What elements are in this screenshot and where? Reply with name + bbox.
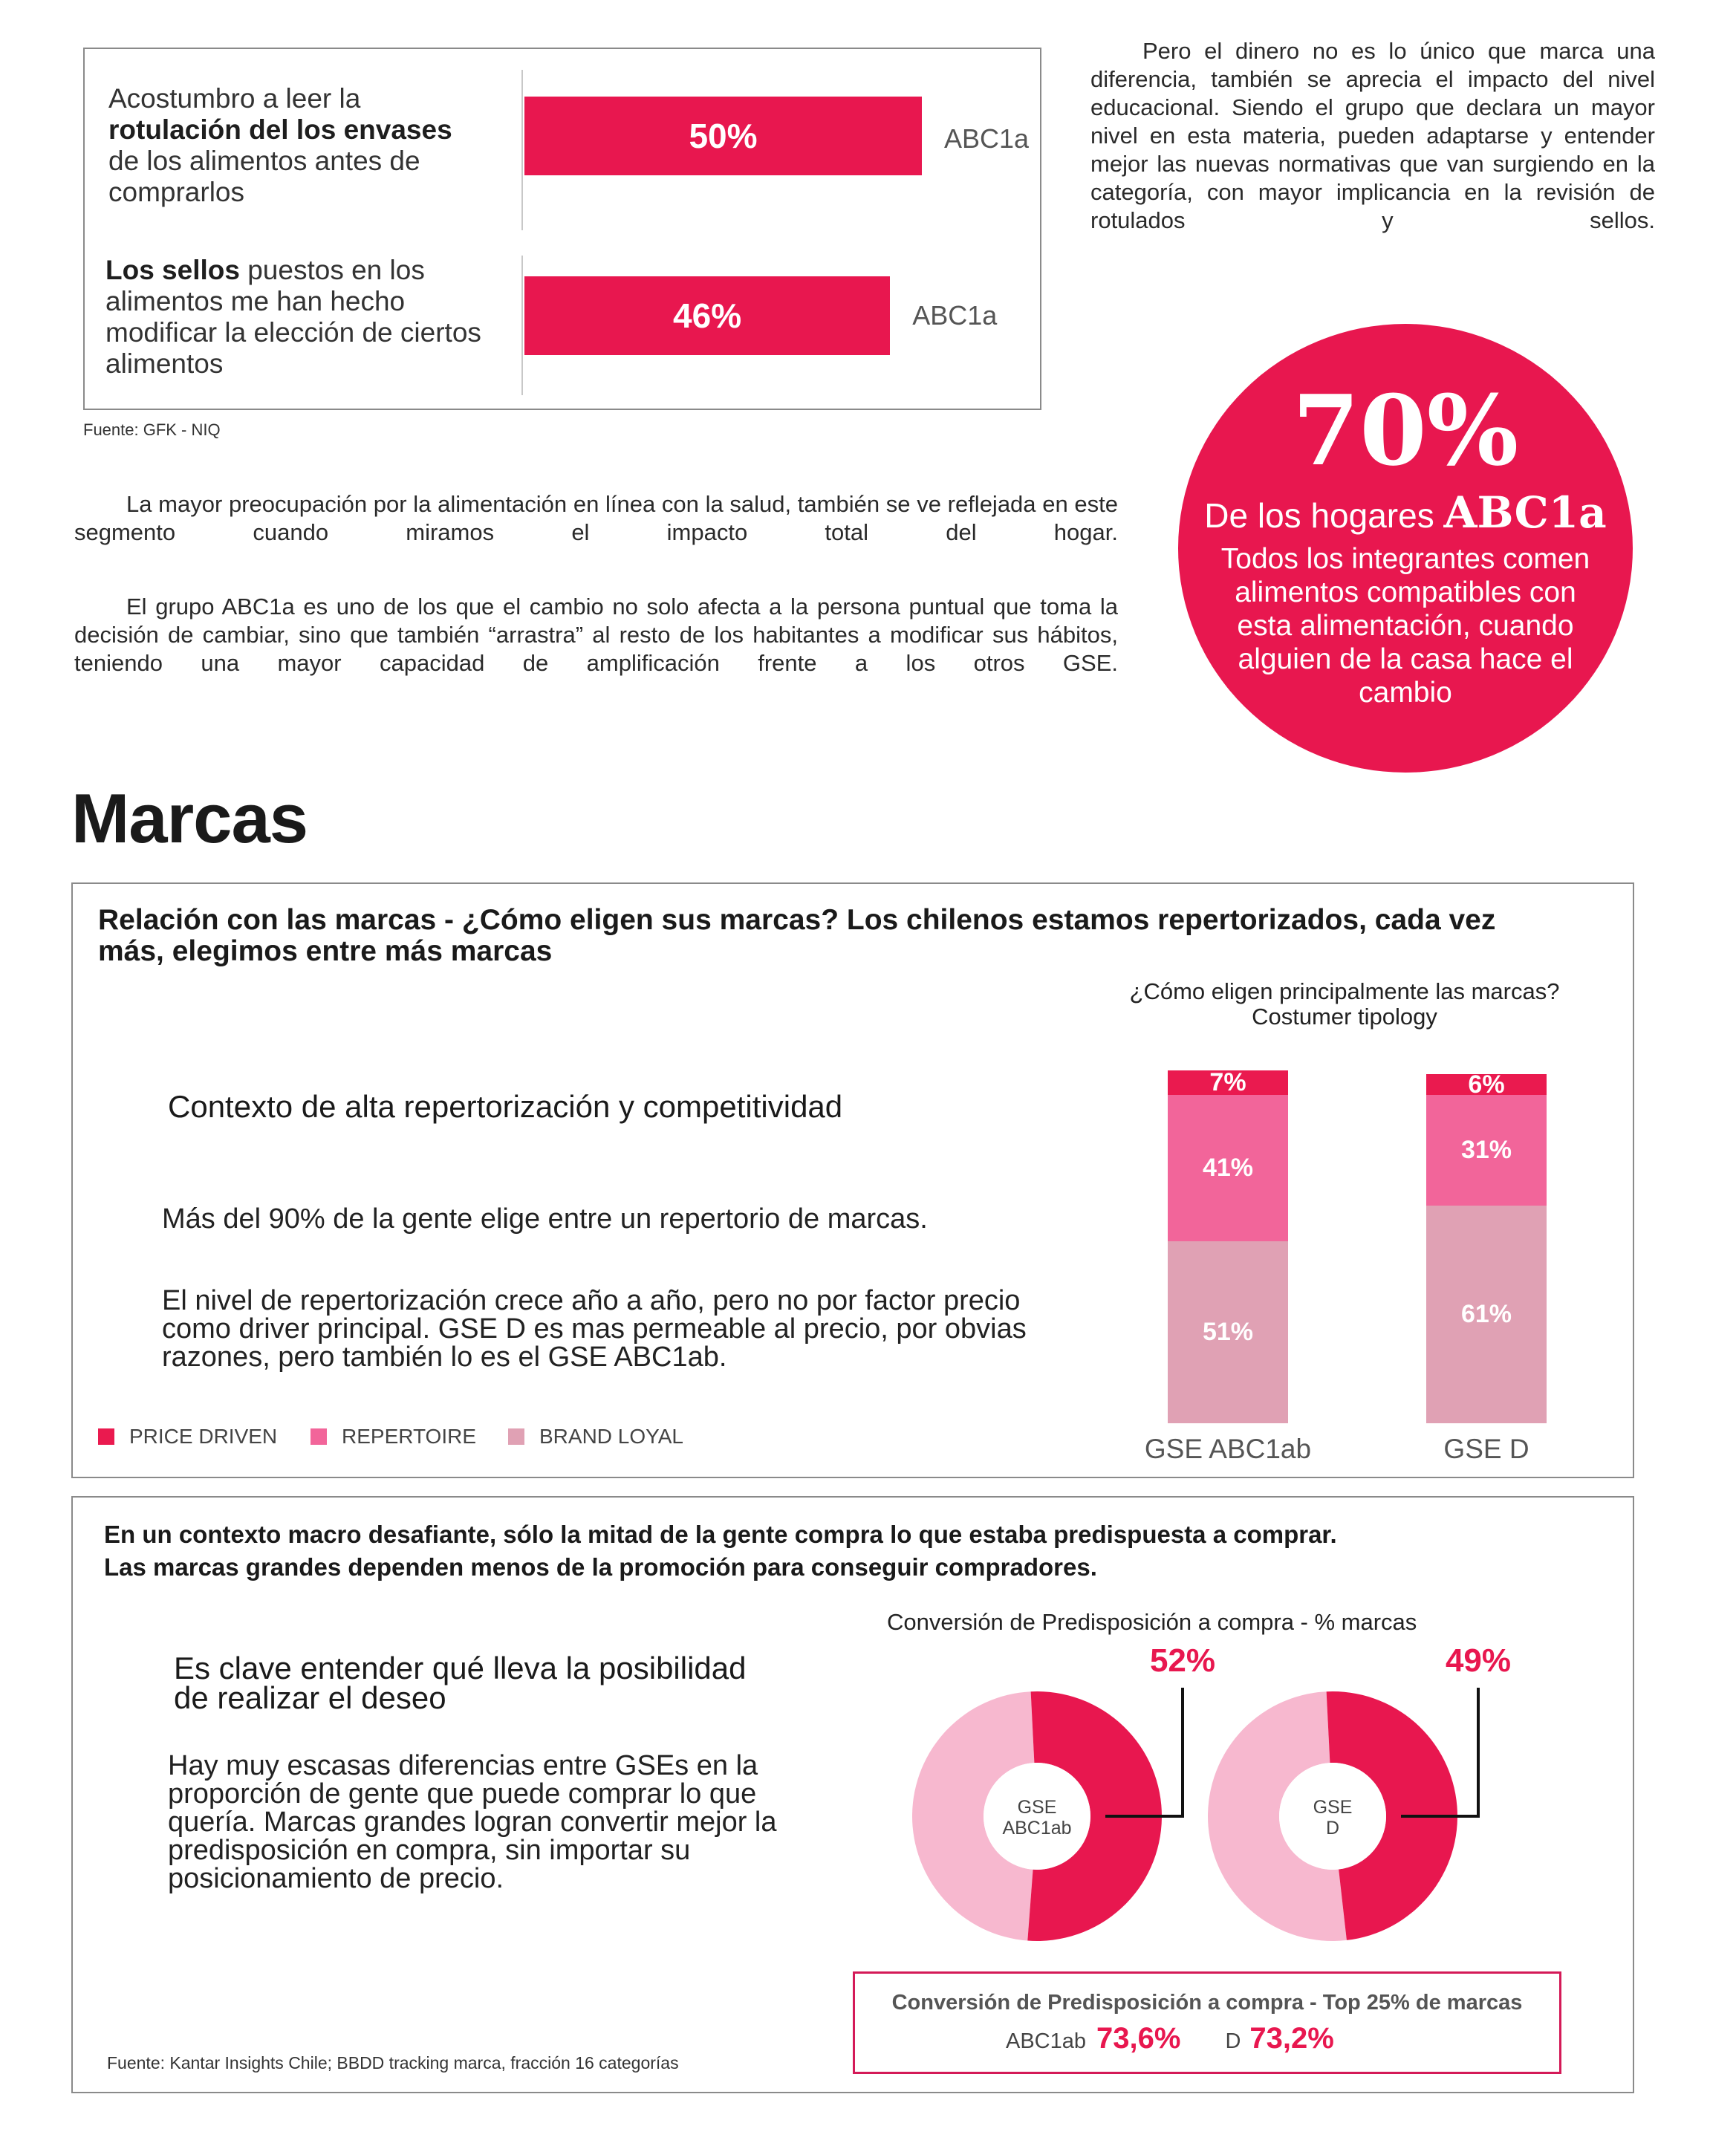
stacked-bar-value-label: 51% (1202, 1318, 1254, 1347)
top-chart-source: Fuente: GFK - NIQ (83, 420, 221, 439)
legend-swatch (311, 1428, 327, 1445)
marcas-subheading: Contexto de alta repertorización y competitividad (168, 1089, 843, 1124)
top-chart-bar-2 (524, 276, 890, 355)
marcas-box (71, 882, 1634, 1478)
stacked-bar-value-label: 61% (1460, 1300, 1512, 1329)
top-brands-d-label: D (1225, 2029, 1241, 2053)
stacked-chart-title-line-2: Costumer tipology (1252, 1004, 1437, 1030)
right-paragraph: Pero el dinero no es lo único que marca una diferencia, también se aprecia el impacto del nivel educacional. Siendo el grupo que declara un mayor nivel en esta materia, pueden adaptarse y entender mejor las nuevas normativas que van surgiendo en la categoría, con mayor implicancia en la revisión de rotulados y sellos. (1090, 38, 1655, 233)
top-brands-abc-label: ABC1ab (1006, 2029, 1087, 2053)
top-chart-bar-1-segment: ABC1a (944, 123, 1030, 154)
legend-label: BRAND LOYAL (539, 1425, 683, 1448)
legend-swatch (98, 1428, 114, 1445)
stacked-bar-value-label: 7% (1209, 1068, 1246, 1097)
marcas-box-title: Relación con las marcas - ¿Cómo eligen sus marcas? Los chilenos estamos repertorizados, cada vez más, elegimos entre más marcas (98, 904, 1496, 967)
top-chart-row-1-label: Acostumbro a leer la rotulación del los envases de los alimentos antes de comprarlos (108, 83, 452, 207)
conversion-body: Hay muy escasas diferencias entre GSEs en la proporción de gente que puede comprar lo que quería. Marcas grandes logran convertir mejor la predisposición en compra, sin importar su posicionamiento de precio. (168, 1750, 777, 1894)
conversion-intro (104, 1518, 1619, 1584)
stacked-bar-category-label: GSE D (1443, 1434, 1529, 1464)
stacked-bar-value-label: 41% (1202, 1154, 1254, 1183)
stacked-chart-title (1070, 979, 1619, 1030)
stacked-bar-1-price-driven (1168, 1070, 1288, 1096)
top-chart-bar-2-value: 46% (673, 296, 742, 335)
donut-1-value-label: 52% (1149, 1642, 1216, 1679)
top-brands-abc-value: 73,6% (1096, 2022, 1181, 2055)
stacked-chart-title-line-1: ¿Cómo eligen principalmente las marcas? (1129, 978, 1560, 1004)
top-chart-bar-1 (524, 97, 922, 175)
top-chart-bar-2-segment: ABC1a (912, 300, 998, 331)
legend-item-price-driven (98, 1425, 277, 1449)
paragraph-2: El grupo ABC1a es uno de los que el cambio no solo afecta a la persona puntual que toma la decisión de cambiar, sino que también “arrastra” al resto de los habitantes a modificar sus hábitos, teniendo una mayor capacidad de amplificación frente a los otros GSE. (74, 594, 1118, 676)
legend-item-brand-loyal (508, 1425, 683, 1449)
marcas-text-1: Más del 90% de la gente elige entre un repertorio de marcas. (162, 1203, 928, 1235)
paragraph-1: La mayor preocupación por la alimentación en línea con la salud, también se ve reflejada en este segmento cuando miramos el impacto total del hogar. (74, 491, 1118, 545)
top-brands-d-value: 73,2% (1249, 2022, 1334, 2055)
marcas-text-2: El nivel de repertorización crece año a año, pero no por factor precio como driver principal. GSE D es mas permeable al precio, por obvias razones, pero también lo es el GSE ABC1ab. (162, 1285, 1027, 1373)
conversion-source: Fuente: Kantar Insights Chile; BBDD tracking marca, fracción 16 categorías (107, 2053, 679, 2072)
donut-charts (891, 1634, 1634, 1983)
top-brands-values (1006, 2022, 1334, 2055)
legend-label: REPERTOIRE (342, 1425, 477, 1448)
stacked-bar-value-label: 31% (1460, 1136, 1512, 1165)
stacked-bar-2-brand-loyal (1426, 1206, 1547, 1423)
legend-swatch (508, 1428, 524, 1445)
top-brands-title: Conversión de Predisposición a compra - Top 25% de marcas (891, 1991, 1523, 2015)
legend-label: PRICE DRIVEN (129, 1425, 278, 1448)
conversion-intro-line-1: En un contexto macro desafiante, sólo la mitad de la gente compra lo que estaba predispuesta a comprar. (104, 1521, 1337, 1548)
stacked-bar-2-repertoire (1426, 1095, 1547, 1206)
circle-percent: 70% (1292, 374, 1519, 487)
stacked-bar-category-label: GSE ABC1ab (1144, 1434, 1312, 1464)
stacked-bar-1-repertoire (1168, 1095, 1288, 1241)
conversion-subheading: Es clave entender qué lleva la posibilidad de realizar el deseo (174, 1651, 747, 1715)
section-title: Marcas (71, 779, 308, 857)
top-chart-axis-1 (521, 70, 523, 230)
legend-item-repertoire (311, 1425, 476, 1449)
top-chart-row-2-label: Los sellos puestos en los alimentos me han hecho modificar la elección de ciertos alimentos (105, 255, 481, 379)
top-chart-bar-1-value: 50% (689, 117, 758, 155)
conversion-intro-line-2: Las marcas grandes dependen menos de la promoción para conseguir compradores. (104, 1553, 1097, 1581)
stacked-bar-2-price-driven (1426, 1070, 1547, 1099)
circle-body: Todos los integrantes comen alimentos compatibles con esta alimentación, cuando alguien de la casa hace el cambio (1220, 543, 1590, 709)
donut-1-center-label: GSE ABC1ab (1002, 1797, 1072, 1838)
donut-2-center-label: GSE D (1313, 1797, 1353, 1838)
circle-headline: De los hogares ABC1a (1204, 487, 1607, 538)
stacked-bar-1-brand-loyal (1168, 1241, 1288, 1423)
stacked-bar-value-label: 6% (1468, 1070, 1505, 1099)
top-chart-axis-2 (521, 256, 523, 395)
donut-2-value-label: 49% (1445, 1642, 1512, 1679)
donut-chart-title: Conversión de Predisposición a compra - % marcas (887, 1609, 1417, 1635)
